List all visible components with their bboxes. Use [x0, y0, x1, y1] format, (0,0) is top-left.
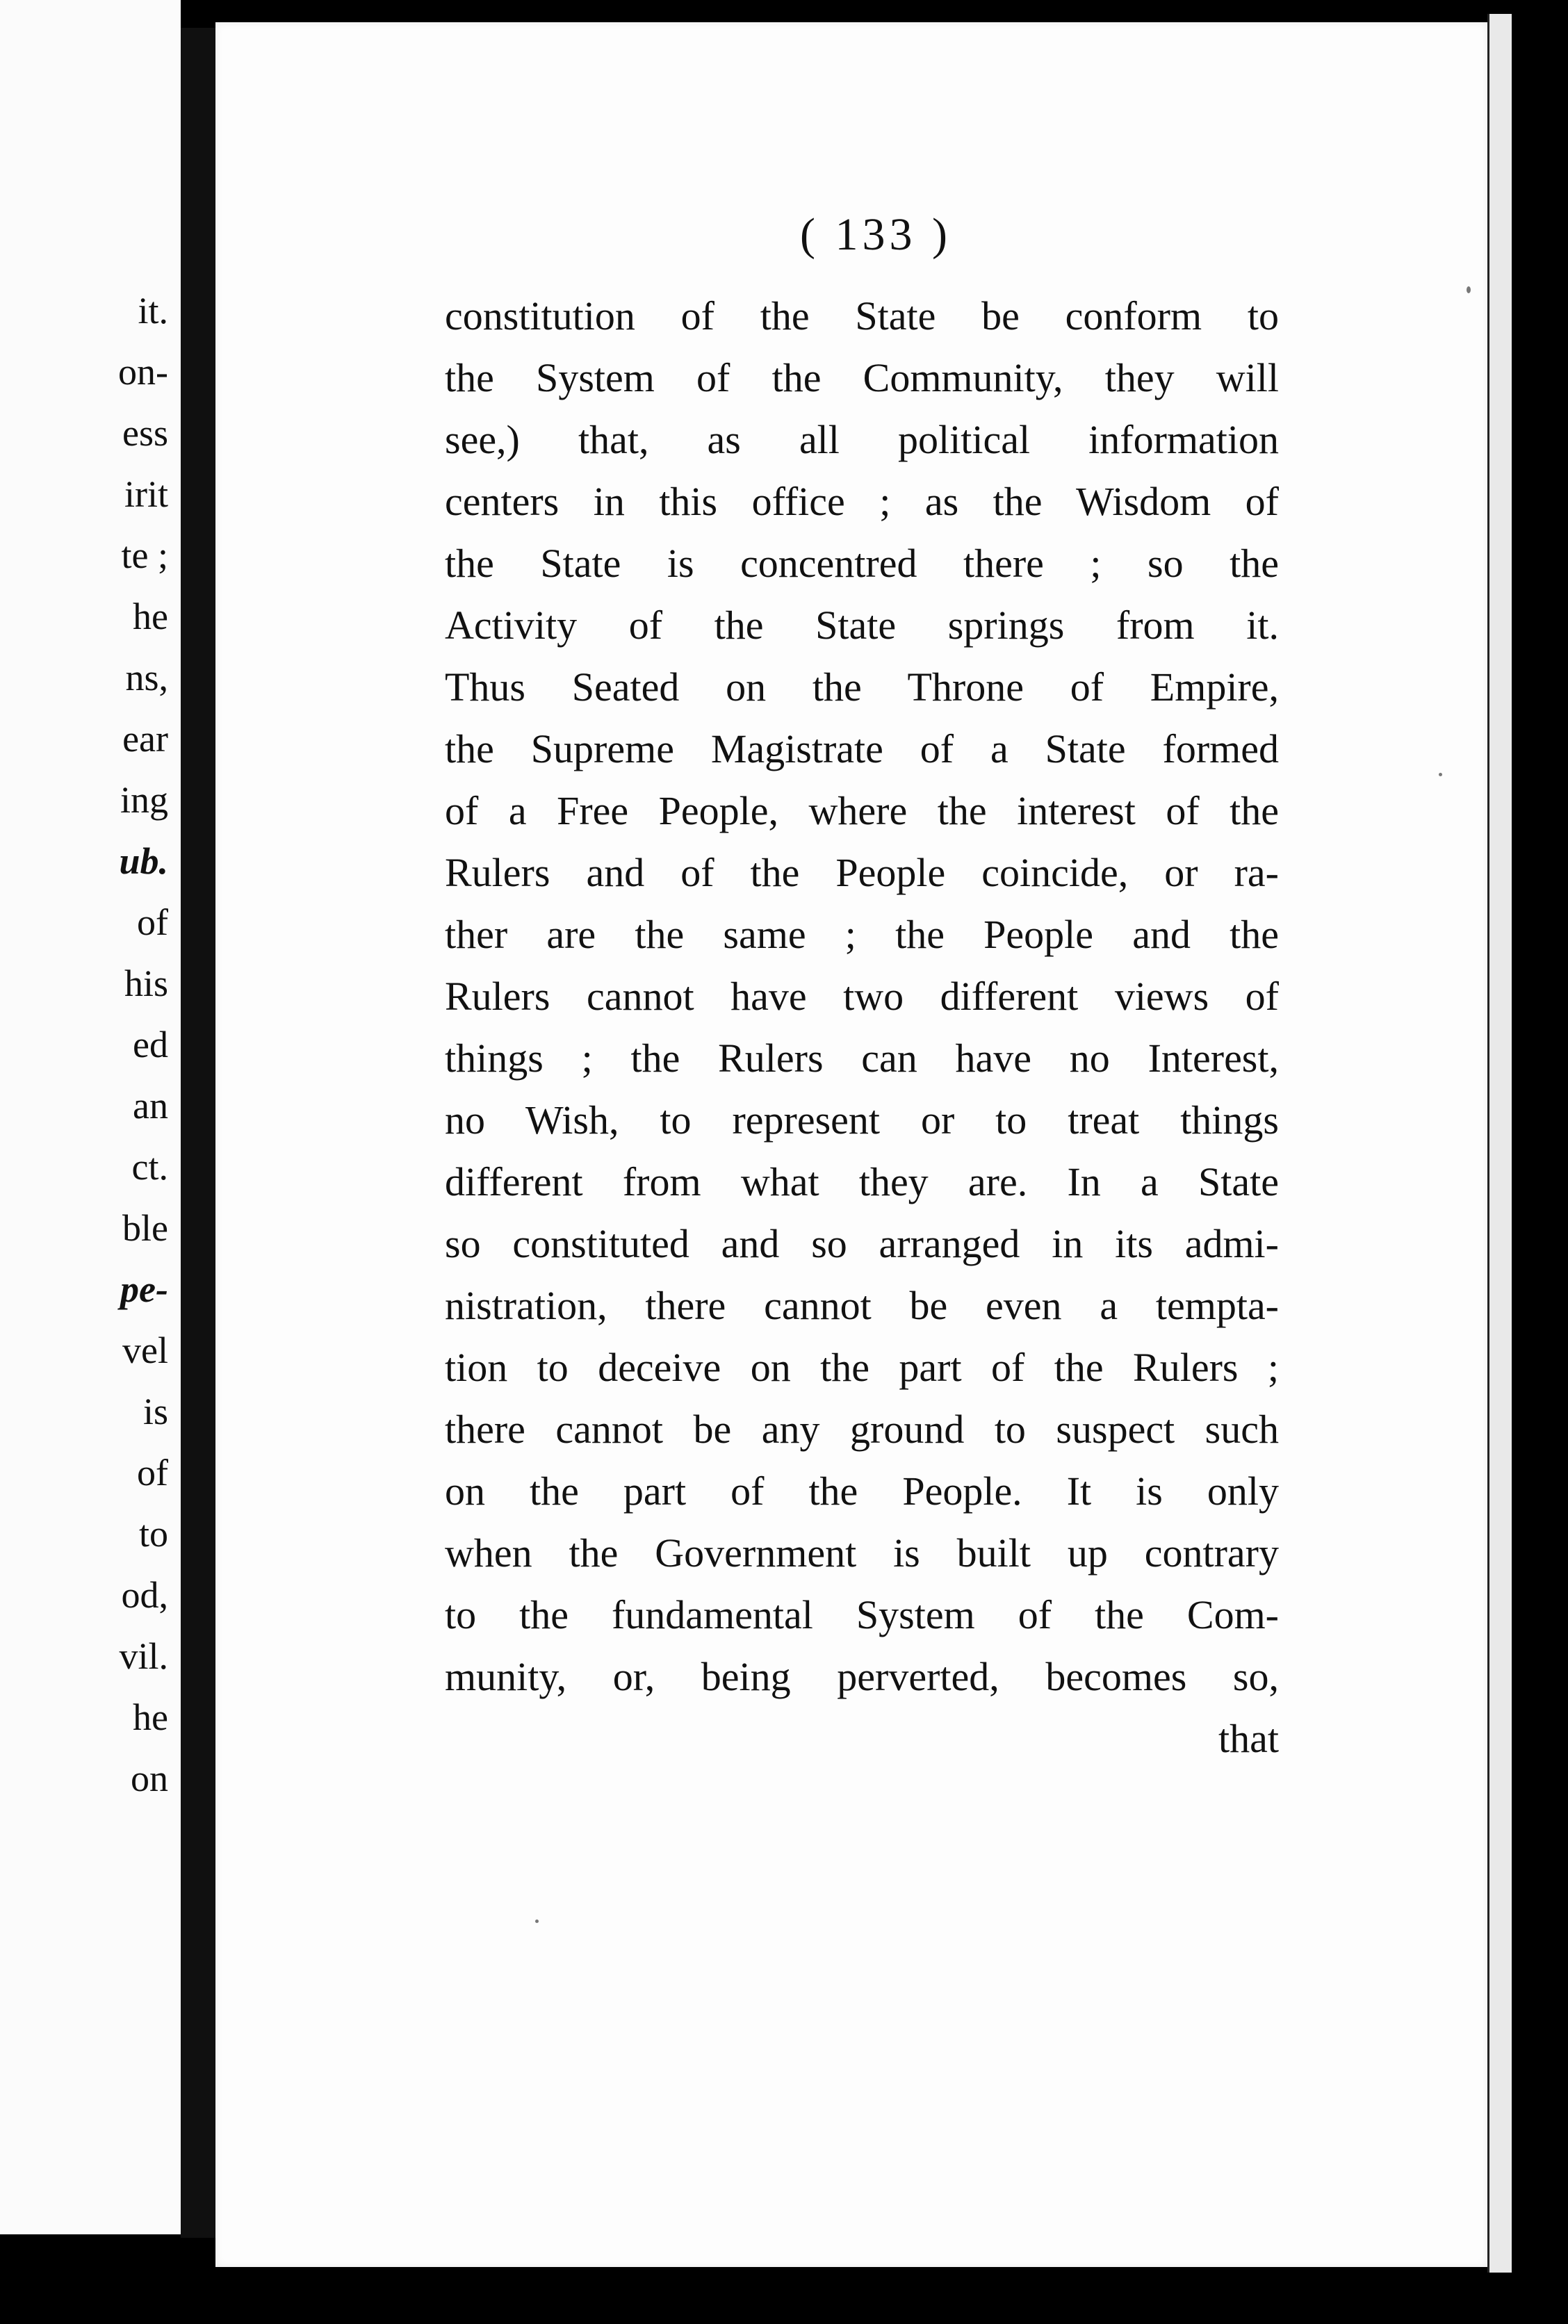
left-fragment: irit: [124, 473, 168, 515]
left-fragment: od,: [121, 1574, 168, 1616]
text-line: when the Government is built up contrary: [445, 1530, 1279, 1576]
text-line: the Supreme Magistrate of a State formed: [445, 726, 1279, 771]
text-line: different from what they are. In a State: [445, 1159, 1279, 1204]
text-line: things ; the Rulers can have no Interest,: [445, 1036, 1279, 1081]
text-line: the State is concentred there ; so the: [445, 541, 1279, 586]
left-fragment: it.: [138, 290, 168, 332]
left-fragment: an: [133, 1085, 168, 1127]
left-fragment: pe-: [120, 1268, 168, 1310]
left-fragment: is: [142, 1391, 168, 1432]
left-fragment: ns,: [125, 657, 168, 698]
left-fragment: on-: [118, 351, 168, 393]
text-line: to the fundamental System of the Com-: [445, 1592, 1279, 1637]
text-line: Thus Seated on the Throne of Empire,: [445, 664, 1279, 710]
text-line: no Wish, to represent or to treat things: [445, 1097, 1279, 1143]
left-fragment: ear: [122, 718, 168, 760]
left-fragment: to: [138, 1513, 168, 1555]
paper-speck: [1439, 773, 1442, 776]
left-fragment: of: [137, 901, 168, 943]
left-fragment: on: [131, 1758, 168, 1799]
paper-speck: [535, 1920, 539, 1923]
text-line: there cannot be any ground to suspect such: [445, 1407, 1279, 1452]
text-line: Activity of the State springs from it.: [445, 603, 1279, 648]
left-fragment: he: [133, 1696, 168, 1738]
left-fragment: te ;: [121, 534, 168, 576]
text-line: tion to deceive on the part of the Rulers ;: [445, 1345, 1279, 1390]
body-text: [445, 285, 1279, 1769]
page-number: ( 133 ): [800, 209, 952, 260]
previous-page-edge: [0, 0, 181, 2234]
text-line: constitution of the State be conform to: [445, 293, 1279, 338]
text-line: Rulers and of the People coincide, or ra-: [445, 850, 1279, 895]
text-line: so constituted and so arranged in its admi-: [445, 1221, 1279, 1266]
left-fragment: vil.: [119, 1635, 168, 1677]
left-fragment: ing: [120, 779, 168, 821]
text-line: Rulers cannot have two different views of: [445, 974, 1279, 1019]
left-fragment: ub.: [119, 840, 168, 882]
text-line: see,) that, as all political information: [445, 417, 1279, 462]
text-line: of a Free People, where the interest of the: [445, 788, 1279, 833]
left-fragment: he: [133, 596, 168, 637]
left-fragment: ct.: [131, 1146, 168, 1188]
text-line: munity, or, being perverted, becomes so,: [445, 1654, 1279, 1699]
left-fragment: of: [137, 1452, 168, 1494]
left-fragment: ble: [122, 1207, 168, 1249]
left-fragment: ed: [133, 1024, 168, 1065]
book-gutter: [181, 28, 215, 2238]
text-line: the System of the Community, they will: [445, 355, 1279, 400]
left-fragment: ess: [122, 412, 168, 454]
left-fragment: his: [124, 963, 168, 1004]
text-line: centers in this office ; as the Wisdom of: [445, 479, 1279, 524]
catchword: that: [1218, 1716, 1279, 1761]
paper-speck: [1467, 286, 1471, 293]
left-fragment: vel: [122, 1329, 168, 1371]
text-line: nistration, there cannot be even a tempta-: [445, 1283, 1279, 1328]
next-page-edge: [1487, 14, 1512, 2273]
text-line: ther are the same ; the People and the: [445, 912, 1279, 957]
text-line: on the part of the People. It is only: [445, 1468, 1279, 1514]
